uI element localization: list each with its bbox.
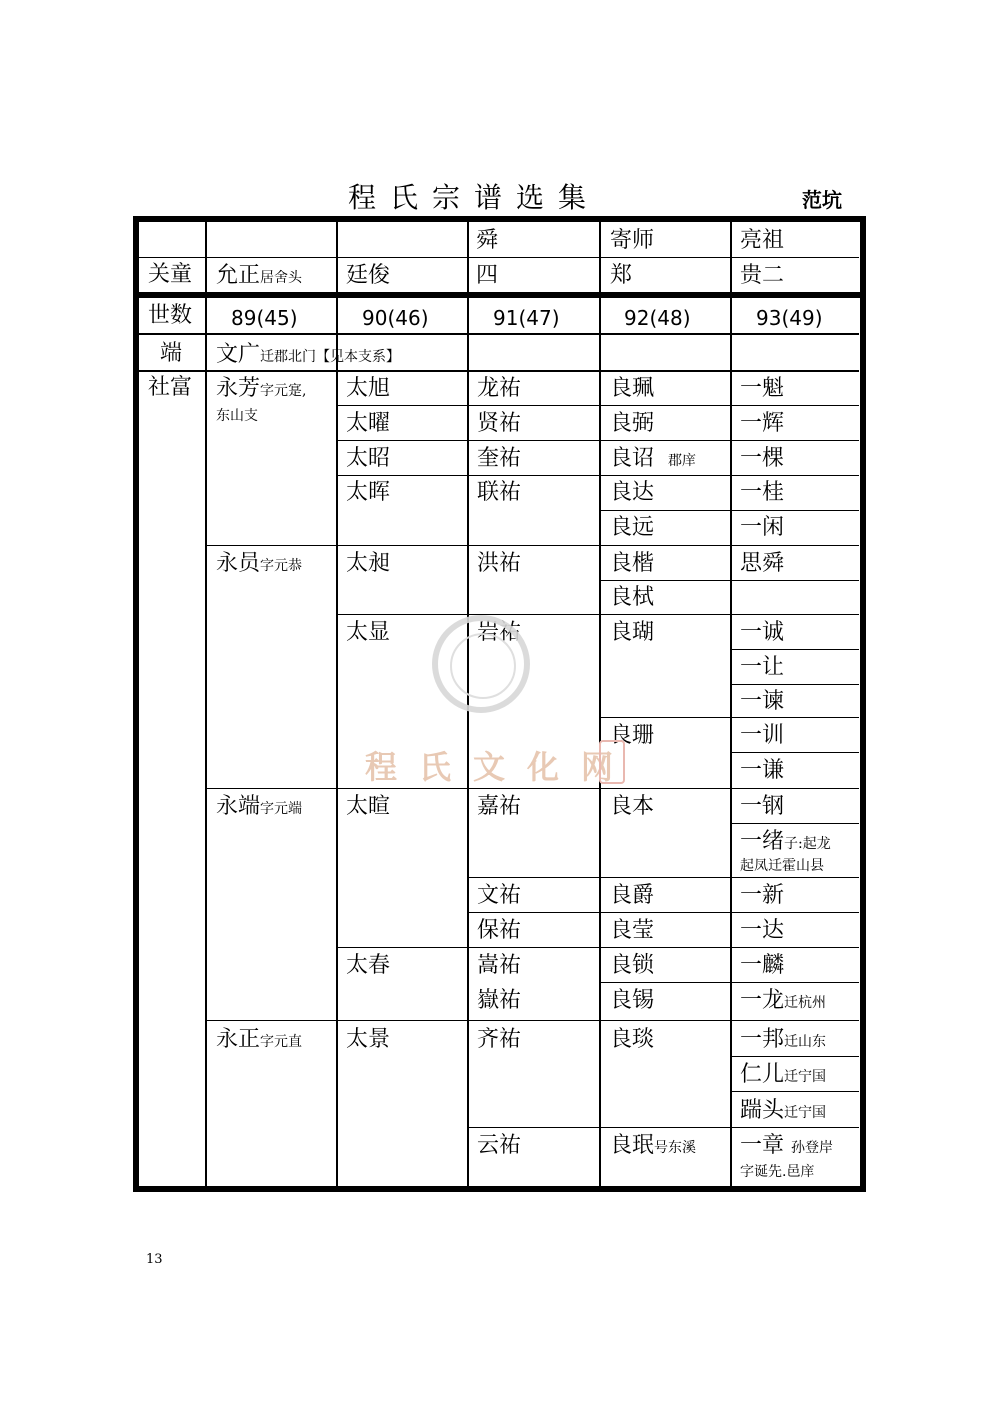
gen92-name: 良珊 [610,723,655,748]
grid-line [730,912,859,913]
grid-line [730,947,859,948]
grid-line [730,440,859,441]
grid-line [599,1127,730,1128]
gen93-name: 思舜 [740,551,785,576]
gen93-name: 一谏 [740,689,785,714]
grid-line [730,1091,859,1092]
gen93-name: 一新 [740,883,785,908]
grid-line [467,440,599,441]
name-tingjun: 廷俊 [346,263,391,288]
gen90-name: 太春 [346,953,391,978]
gen92-name: 良锡 [610,988,655,1013]
grid-line [599,614,730,615]
gen91-name: 岩祐 [477,620,522,645]
gen91-name: 保祐 [477,918,522,943]
gen93-name: 仁儿迁宁国 [740,1062,827,1087]
watermark-text: 程氏文化网 [365,748,636,786]
grid-line [730,717,859,718]
gen93-name: 一钢 [740,794,785,819]
grid-line [336,947,467,948]
grid-line [730,982,859,983]
branch-yongduan: 永端字元端 [216,794,303,819]
gen91-name: 文祐 [477,883,522,908]
gen90-name: 太暄 [346,794,391,819]
gen92-name: 良诏 郡庠 [610,446,697,471]
watermark-seal [432,615,530,713]
grid-line [730,649,859,650]
gen92-name: 良锁 [610,953,655,978]
gen93-name: 一麟 [740,953,785,978]
grid-line [336,475,467,476]
grid-line [467,788,599,789]
gen-91: 91(47) [493,306,560,330]
label-guantong: 关童 [148,262,193,287]
grid-line [599,440,730,441]
grid-line [467,1127,599,1128]
gen92-name: 良栻 [610,585,655,610]
gen91-name: 奎祐 [477,446,522,471]
gen93-name: 一辉 [740,411,785,436]
gen93-name: 一章 孙登岸 [740,1133,834,1158]
grid-line [599,912,730,913]
grid-line [730,1056,859,1057]
gen93-name: 一龙迁杭州 [740,988,827,1013]
grid-line [730,405,859,406]
gen92-name: 良珉号东溪 [610,1133,697,1158]
gen93-name: 一达 [740,918,785,943]
grid-line [467,545,599,546]
grid-line [139,333,859,335]
grid-line [467,912,599,913]
branch-yongyuan: 永员字元恭 [216,551,303,576]
gen92-name: 良达 [610,480,655,505]
grid-line [599,788,730,789]
gen93-name: 一诚 [740,620,785,645]
gen93-name: 一棵 [740,446,785,471]
gen93-name: 一让 [740,655,785,680]
gen-90: 90(46) [362,306,429,330]
watermark-small-seal [599,740,625,784]
grid-line [730,684,859,685]
gen91-name: 云祐 [477,1133,522,1158]
gen92-name: 良莹 [610,918,655,943]
grid-line [599,545,730,546]
gen93-name: 一桂 [740,480,785,505]
gen93-name: 一邦迁山东 [740,1027,827,1052]
grid-line [599,947,730,948]
gen90-name: 太昭 [346,446,391,471]
branch-yongzheng: 永正字元直 [216,1027,303,1052]
gen90-name: 太昶 [346,551,391,576]
grid-line [336,545,467,546]
grid-line [599,982,730,983]
gen92-name: 良珮 [610,376,655,401]
grid-line [467,405,599,406]
branch-yongfang: 永芳字元寔, [216,376,307,401]
page-number: 13 [146,1252,163,1267]
gen91-name: 贤祐 [477,411,522,436]
gen91-name: 齐祐 [477,1027,522,1052]
gen-93: 93(49) [756,306,823,330]
gen92-name: 良远 [610,515,655,540]
label-shishu: 世数 [148,303,193,328]
gen93-name: 一训 [740,723,785,748]
grid-line [730,580,859,581]
gen90-name: 太曜 [346,411,391,436]
grid-line [730,823,859,824]
gen90-name: 太旭 [346,376,391,401]
grid-line [599,222,601,1186]
grid-line [730,614,859,615]
gen91-name: 嵩祐 [477,953,522,978]
grid-line [599,580,730,581]
grid-line [599,877,730,878]
branch-yongfang-note: 东山支 [216,408,258,424]
value-zheng: 郑 [610,263,633,288]
grid-line [205,545,336,546]
grid-line [205,1020,336,1021]
gen93-name: 一闲 [740,515,785,540]
gen90-name: 太显 [346,620,391,645]
grid-line [139,257,859,258]
grid-line [467,947,599,948]
gen92-name: 良瑚 [610,620,655,645]
grid-line [467,1020,599,1021]
gen92-name: 良楷 [610,551,655,576]
gen93-name: 一魁 [740,376,785,401]
grid-line [336,440,467,441]
grid-line [730,877,859,878]
value-si: 四 [476,263,499,288]
label-duan: 端 [160,341,183,366]
gen93-note: 起凤迁霍山县 [740,858,824,874]
gen91-name: 龙祐 [477,376,522,401]
grid-line [336,405,467,406]
grid-line [730,752,859,753]
gen92-name: 良爵 [610,883,655,908]
gen90-name: 太晖 [346,480,391,505]
grid-line [599,475,730,476]
gen92-name: 良琰 [610,1027,655,1052]
header-cell-liangzu: 亮祖 [740,228,785,253]
grid-line [730,788,859,789]
grid-line [336,788,467,789]
page-title: 程氏宗谱选集 [348,181,601,214]
gen91-name: 嶽祐 [477,988,522,1013]
gen90-name: 太景 [346,1027,391,1052]
grid-line [730,1020,859,1021]
grid-line [730,545,859,546]
grid-line [467,475,599,476]
grid-line [730,222,732,1186]
header-cell-jishi: 寄师 [610,228,655,253]
grid-line [467,877,599,878]
label-shefu: 社富 [148,375,193,400]
place-name: 范坑 [802,188,842,212]
gen92-name: 良弼 [610,411,655,436]
gen91-name: 洪祐 [477,551,522,576]
gen92-name: 良本 [610,794,655,819]
grid-line [599,405,730,406]
grid-line [730,475,859,476]
header-cell-shun: 舜 [476,228,499,253]
grid-line [730,1127,859,1128]
grid-line [599,717,730,718]
name-wenguang: 文广迁郡北门【见本支系】 [216,342,401,367]
grid-line [336,1020,467,1021]
gen93-name: 一谦 [740,758,785,783]
value-guier: 贵二 [740,263,785,288]
name-yunzheng: 允正居舍头 [216,263,303,288]
gen93-name: 踹头迁宁国 [740,1098,827,1123]
grid-line [599,510,730,511]
grid-line [139,370,859,372]
gen93-note: 字诞先.邑庠 [740,1164,815,1180]
grid-line [336,614,467,615]
gen91-name: 联祐 [477,480,522,505]
grid-line [205,788,336,789]
gen93-name: 一绪子:起龙 [740,829,831,854]
grid-line [730,510,859,511]
grid-line [205,222,207,1186]
gen91-name: 嘉祐 [477,794,522,819]
grid-line [599,1020,730,1021]
gen-89: 89(45) [231,306,298,330]
gen-92: 92(48) [624,306,691,330]
